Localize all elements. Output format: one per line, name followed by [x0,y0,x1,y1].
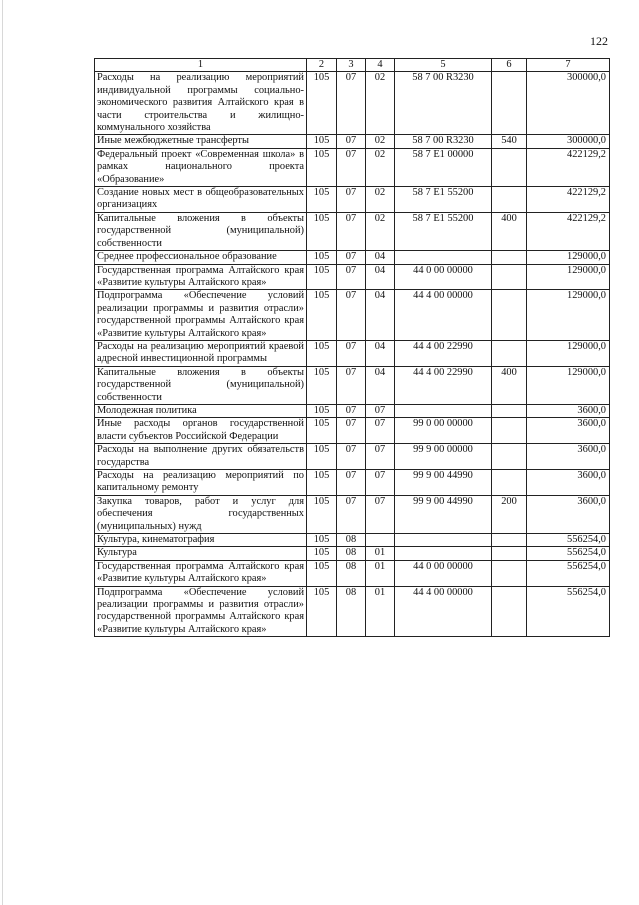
row-rz-cell: 08 [337,560,366,586]
row-name-cell: Культура, кинематография [95,534,307,547]
row-rz-cell: 07 [337,444,366,470]
row-csr-cell [395,251,492,264]
row-rz-cell: 07 [337,366,366,404]
row-sum-cell: 129000,0 [527,340,610,366]
row-vr-cell [492,404,527,417]
row-pr-cell: 02 [366,148,395,186]
row-ved-cell: 105 [307,148,337,186]
row-ved-cell: 105 [307,366,337,404]
table-row [95,404,610,417]
row-csr-cell: 99 0 00 00000 [395,418,492,444]
row-name-cell: Подпрограмма «Обеспечение условий реализации программы и развития отрасли» государственной программы Алтайского края «Развитие культуры Алтайского края» [95,586,307,637]
row-name-cell: Иные расходы органов государственной власти субъектов Российской Федерации [95,418,307,444]
row-name-cell: Государственная программа Алтайского края «Развитие культуры Алтайского края» [95,264,307,290]
row-pr-cell: 07 [366,404,395,417]
row-pr-cell: 07 [366,444,395,470]
row-rz-cell: 08 [337,586,366,637]
row-vr-cell: 200 [492,495,527,533]
row-csr-cell: 99 9 00 44990 [395,495,492,533]
row-rz-cell: 07 [337,72,366,135]
row-rz-cell: 07 [337,212,366,250]
row-name-cell: Закупка товаров, работ и услуг для обеспечения государственных (муниципальных) нужд [95,495,307,533]
row-name-cell: Расходы на выполнение других обязательств государства [95,444,307,470]
table-row [95,547,610,560]
row-vr-cell [492,251,527,264]
row-pr-cell: 07 [366,470,395,496]
table-row [95,444,610,470]
row-sum-cell: 129000,0 [527,366,610,404]
row-rz-cell: 07 [337,148,366,186]
column-header: 7 [527,59,610,72]
row-rz-cell: 07 [337,340,366,366]
row-name-cell: Подпрограмма «Обеспечение условий реализации программы и развития отрасли» государственной программы Алтайского края «Развитие культуры Алтайского края» [95,290,307,341]
row-csr-cell: 44 0 00 00000 [395,264,492,290]
row-pr-cell: 04 [366,251,395,264]
row-rz-cell: 07 [337,264,366,290]
page-number: 122 [590,34,608,48]
row-name-cell: Капитальные вложения в объекты государственной (муниципальной) собственности [95,366,307,404]
row-sum-cell: 300000,0 [527,135,610,148]
row-rz-cell: 07 [337,418,366,444]
row-name-cell: Расходы на реализацию мероприятий краевой адресной инвестиционной программы [95,340,307,366]
row-pr-cell: 04 [366,340,395,366]
row-ved-cell: 105 [307,340,337,366]
row-sum-cell: 3600,0 [527,444,610,470]
row-csr-cell: 44 4 00 00000 [395,290,492,341]
row-ved-cell: 105 [307,470,337,496]
row-vr-cell [492,290,527,341]
row-name-cell: Государственная программа Алтайского края «Развитие культуры Алтайского края» [95,560,307,586]
row-csr-cell: 58 7 00 R3230 [395,135,492,148]
row-rz-cell: 07 [337,135,366,148]
table-header-row [95,59,610,72]
row-vr-cell [492,418,527,444]
row-ved-cell: 105 [307,404,337,417]
row-csr-cell: 58 7 00 R3230 [395,72,492,135]
row-sum-cell: 129000,0 [527,290,610,341]
table-row [95,290,610,341]
row-ved-cell: 105 [307,418,337,444]
row-csr-cell: 99 9 00 44990 [395,470,492,496]
row-vr-cell: 400 [492,212,527,250]
row-sum-cell: 556254,0 [527,560,610,586]
row-pr-cell: 02 [366,135,395,148]
page-edge-line [2,0,3,905]
row-csr-cell: 44 4 00 22990 [395,340,492,366]
column-header: 4 [366,59,395,72]
row-pr-cell: 01 [366,560,395,586]
row-csr-cell: 44 4 00 00000 [395,586,492,637]
row-vr-cell [492,470,527,496]
table-row [95,470,610,496]
table-row [95,366,610,404]
row-pr-cell: 02 [366,72,395,135]
row-ved-cell: 105 [307,264,337,290]
row-name-cell: Создание новых мест в общеобразовательных организациях [95,187,307,213]
row-sum-cell: 556254,0 [527,547,610,560]
row-vr-cell [492,560,527,586]
table-row [95,586,610,637]
row-sum-cell: 3600,0 [527,470,610,496]
row-pr-cell: 01 [366,547,395,560]
row-csr-cell [395,534,492,547]
row-pr-cell: 04 [366,366,395,404]
table-row [95,418,610,444]
row-sum-cell: 422129,2 [527,187,610,213]
row-pr-cell: 04 [366,264,395,290]
row-rz-cell: 07 [337,495,366,533]
row-rz-cell: 07 [337,187,366,213]
row-vr-cell [492,534,527,547]
table-body [95,72,610,637]
row-csr-cell: 58 7 E1 55200 [395,187,492,213]
row-ved-cell: 105 [307,135,337,148]
row-vr-cell [492,72,527,135]
column-header: 6 [492,59,527,72]
row-csr-cell [395,547,492,560]
row-pr-cell: 01 [366,586,395,637]
row-sum-cell: 129000,0 [527,251,610,264]
table-row [95,264,610,290]
row-csr-cell: 99 9 00 00000 [395,444,492,470]
row-sum-cell: 3600,0 [527,495,610,533]
table-row [95,251,610,264]
row-ved-cell: 105 [307,187,337,213]
row-ved-cell: 105 [307,547,337,560]
row-name-cell: Среднее профессиональное образование [95,251,307,264]
row-vr-cell [492,547,527,560]
row-vr-cell [492,187,527,213]
row-name-cell: Федеральный проект «Современная школа» в рамках национального проекта «Образование» [95,148,307,186]
row-name-cell: Иные межбюджетные трансферты [95,135,307,148]
table-row [95,534,610,547]
row-sum-cell: 422129,2 [527,148,610,186]
row-ved-cell: 105 [307,444,337,470]
row-ved-cell: 105 [307,212,337,250]
table-row [95,72,610,135]
row-name-cell: Молодежная политика [95,404,307,417]
row-rz-cell: 07 [337,251,366,264]
row-ved-cell: 105 [307,586,337,637]
row-csr-cell: 58 7 E1 55200 [395,212,492,250]
row-pr-cell: 07 [366,418,395,444]
row-sum-cell: 129000,0 [527,264,610,290]
row-pr-cell: 04 [366,290,395,341]
table-row [95,135,610,148]
row-pr-cell [366,534,395,547]
row-ved-cell: 105 [307,251,337,264]
row-sum-cell: 556254,0 [527,534,610,547]
row-name-cell: Капитальные вложения в объекты государственной (муниципальной) собственности [95,212,307,250]
table-row [95,148,610,186]
column-header: 3 [337,59,366,72]
table-row [95,187,610,213]
row-name-cell: Расходы на реализацию мероприятий по капитальному ремонту [95,470,307,496]
row-vr-cell [492,340,527,366]
row-rz-cell: 08 [337,534,366,547]
column-header: 5 [395,59,492,72]
row-pr-cell: 02 [366,187,395,213]
row-ved-cell: 105 [307,72,337,135]
row-csr-cell: 44 4 00 22990 [395,366,492,404]
row-name-cell: Культура [95,547,307,560]
row-vr-cell [492,586,527,637]
row-csr-cell: 44 0 00 00000 [395,560,492,586]
row-pr-cell: 07 [366,495,395,533]
row-vr-cell: 540 [492,135,527,148]
row-vr-cell [492,444,527,470]
row-name-cell: Расходы на реализацию мероприятий индивидуальной программы социально-экономического развития Алтайского края в части строительства и жилищно-коммунального хозяйства [95,72,307,135]
row-rz-cell: 07 [337,290,366,341]
table-row [95,340,610,366]
row-ved-cell: 105 [307,495,337,533]
column-header: 2 [307,59,337,72]
row-rz-cell: 07 [337,470,366,496]
budget-table [94,58,610,637]
row-sum-cell: 556254,0 [527,586,610,637]
row-csr-cell: 58 7 E1 00000 [395,148,492,186]
row-rz-cell: 07 [337,404,366,417]
column-header: 1 [95,59,307,72]
row-sum-cell: 300000,0 [527,72,610,135]
row-vr-cell [492,148,527,186]
row-ved-cell: 105 [307,290,337,341]
row-sum-cell: 3600,0 [527,418,610,444]
row-vr-cell: 400 [492,366,527,404]
table-row [95,495,610,533]
row-sum-cell: 422129,2 [527,212,610,250]
row-pr-cell: 02 [366,212,395,250]
table-row [95,212,610,250]
row-sum-cell: 3600,0 [527,404,610,417]
row-vr-cell [492,264,527,290]
row-ved-cell: 105 [307,560,337,586]
row-rz-cell: 08 [337,547,366,560]
row-csr-cell [395,404,492,417]
row-ved-cell: 105 [307,534,337,547]
table-row [95,560,610,586]
